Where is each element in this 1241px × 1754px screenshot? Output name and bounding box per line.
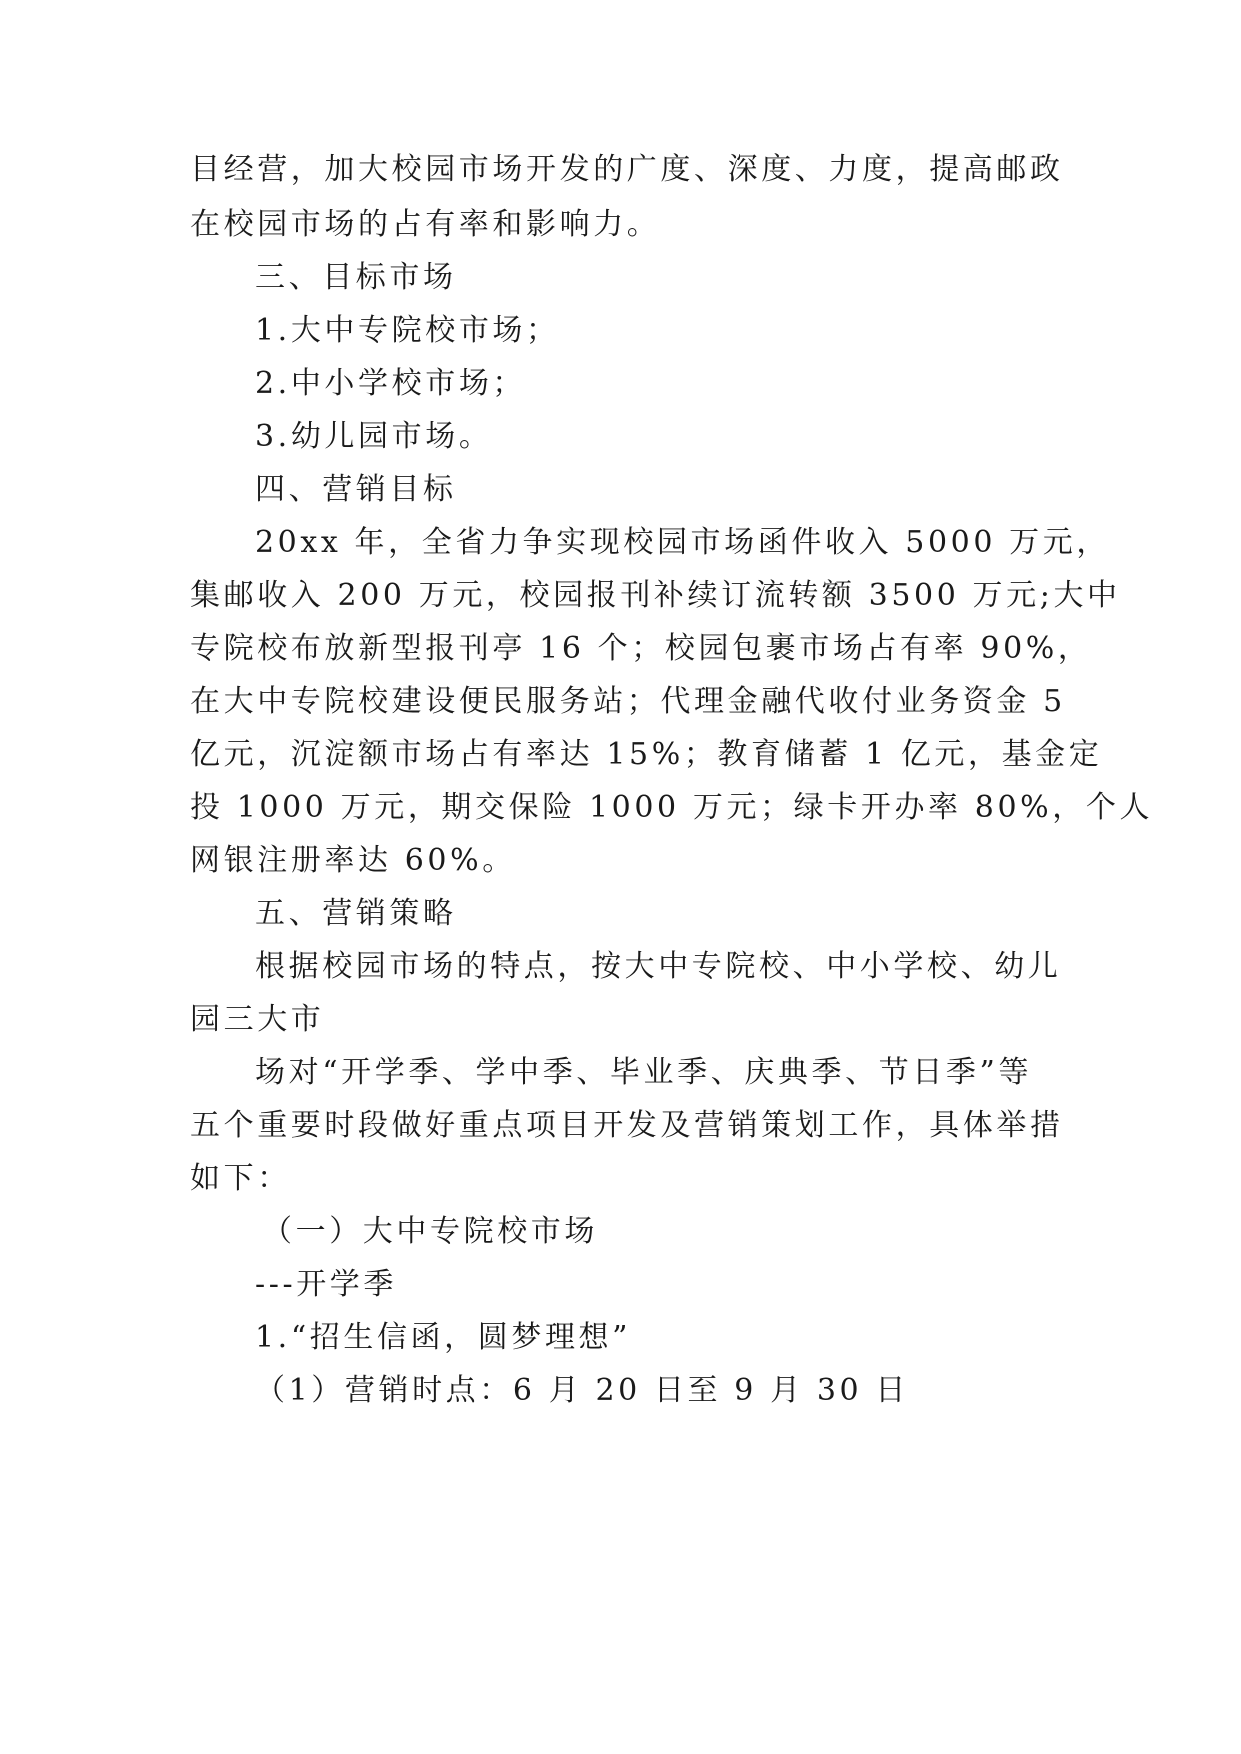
subsection-heading-colleges: （一）大中专院校市场: [262, 1214, 598, 1249]
paragraph-line: 投 1000 万元，期交保险 1000 万元；绿卡开办率 80%，个人: [190, 790, 1154, 825]
section-heading-target-market: 三、目标市场: [255, 260, 457, 295]
paragraph-line: 场对“开学季、学中季、毕业季、庆典季、节日季”等: [255, 1055, 1033, 1090]
paragraph-line: 在校园市场的占有率和影响力。: [190, 207, 661, 242]
paragraph-line: 20xx 年，全省力争实现校园市场函件收入 5000 万元，: [255, 525, 1110, 560]
list-item: 1.“招生信函，圆梦理想”: [255, 1320, 632, 1355]
paragraph-line: 集邮收入 200 万元，校园报刊补续订流转额 3500 万元;大中: [190, 578, 1121, 613]
paragraph-line: 亿元，沉淀额市场占有率达 15%；教育储蓄 1 亿元，基金定: [190, 737, 1103, 772]
list-item: 1.大中专院校市场；: [255, 313, 560, 348]
subsection-label-school-season: ---开学季: [255, 1267, 398, 1302]
list-item: （1）营销时点：6 月 20 日至 9 月 30 日: [255, 1373, 909, 1408]
section-heading-marketing-goals: 四、营销目标: [255, 472, 457, 507]
paragraph-line: 园三大市: [190, 1002, 325, 1037]
paragraph-line: 如下：: [190, 1161, 291, 1196]
paragraph-line: 五个重要时段做好重点项目开发及营销策划工作，具体举措: [190, 1108, 1064, 1143]
paragraph-line: 在大中专院校建设便民服务站；代理金融代收付业务资金 5: [190, 684, 1066, 719]
paragraph-line: 根据校园市场的特点，按大中专院校、中小学校、幼儿: [255, 949, 1062, 984]
section-heading-marketing-strategy: 五、营销策略: [255, 896, 457, 931]
paragraph-line: 网银注册率达 60%。: [190, 843, 516, 878]
list-item: 3.幼儿园市场。: [255, 419, 493, 454]
list-item: 2.中小学校市场；: [255, 366, 527, 401]
paragraph-line: 专院校布放新型报刊亭 16 个；校园包裹市场占有率 90%，: [190, 631, 1092, 666]
paragraph-line: 目经营，加大校园市场开发的广度、深度、力度，提高邮政: [190, 152, 1064, 187]
